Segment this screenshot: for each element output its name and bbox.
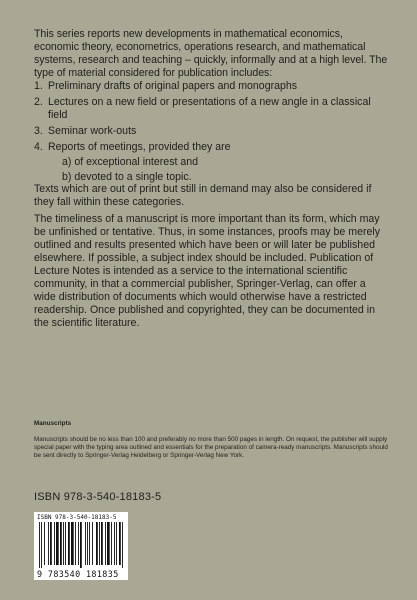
barcode-bar [44, 522, 45, 565]
list-text: Preliminary drafts of original papers and monographs [48, 80, 298, 92]
list-text: Reports of meetings, provided they are [48, 141, 231, 153]
barcode-bar [71, 522, 74, 565]
barcode-bar [48, 522, 49, 565]
barcode-bar [122, 522, 123, 568]
manuscripts-text: Manuscripts should be no less than 100 and preferably no more than 500 pages in length. On request, the publisher will supply special paper with the typing area outlined and essentials for the preparation of camera-ready manuscripts. Manuscripts should be sent directly to Springer-Verlag Heidelberg or Springer-Verlag New York. [34, 436, 388, 459]
barcode-bar [75, 522, 76, 565]
barcode-digits: 9 783540 181835 [37, 569, 119, 579]
barcode-bar [50, 522, 52, 565]
barcode-bar [96, 522, 98, 565]
list-item [34, 141, 390, 184]
barcode-bar [78, 522, 79, 565]
sub-list-text: of exceptional interest and [74, 156, 199, 168]
list-number: 1. [34, 80, 43, 92]
timeliness-paragraph: The timeliness of a manuscript is more important than its form, which may be unfinished or tentative. Thus, in some instances, proofs may be merely outlined and results presented which have been or will later be published elsewhere. If possible, a subject index should be included. Publication of Lecture Notes is intended as a service to the international scientific community, in that a commercial publisher, Springer-Verlag, can offer a wide distribution of documents which would otherwise have a restricted readership. Once published and copyrighted, they can be documented in the scientific literature. [34, 213, 381, 329]
sub-list [48, 156, 390, 184]
isbn-text: ISBN 978-3-540-18183-5 [34, 491, 162, 503]
barcode-bar [54, 522, 55, 565]
sub-list-label: a) [62, 156, 72, 168]
list-number: 2. [34, 96, 43, 108]
manuscripts-heading: Manuscripts [34, 420, 72, 427]
barcode-bar [101, 522, 103, 565]
barcode-bar [85, 522, 86, 565]
list-text: Seminar work-outs [48, 125, 137, 137]
material-list [34, 80, 390, 187]
list-item [34, 80, 390, 93]
list-item [34, 96, 390, 122]
barcode-bar [99, 522, 100, 565]
list-number: 4. [34, 141, 43, 153]
barcode-bar [87, 522, 88, 565]
barcode-bar [80, 522, 82, 568]
barcode-bar [116, 522, 117, 565]
barcode-bar [65, 522, 66, 565]
barcode-bars [37, 522, 125, 568]
barcode-isbn-label: ISBN 978-3-540-18183-5 [37, 514, 117, 521]
barcode-bar [41, 522, 42, 568]
barcode-bar [111, 522, 112, 565]
barcode-bar [89, 522, 90, 565]
barcode-bar [119, 522, 121, 565]
barcode-bar [60, 522, 62, 565]
sub-list-item [48, 156, 390, 169]
barcode-bar [39, 522, 40, 568]
barcode-bar [107, 522, 110, 565]
list-number: 3. [34, 125, 43, 137]
barcode-bar [68, 522, 70, 565]
barcode-bar [56, 522, 59, 565]
barcode [34, 512, 128, 580]
sub-list-label: b) [62, 171, 72, 183]
list-text: Lectures on a new field or presentations of a new angle in a classical field [48, 96, 371, 121]
barcode-bar [92, 522, 93, 565]
barcode-bar [105, 522, 106, 565]
sub-list-text: devoted to a single topic. [74, 171, 192, 183]
intro-paragraph: This series reports new developments in mathematical economics, economic theory, econometrics, operations research, and mathematical systems, research and teaching – quickly, informally and at a high level. The type of material considered for publication includes: [34, 28, 388, 79]
list-item [34, 125, 390, 138]
barcode-bar [114, 522, 115, 565]
barcode-bar [63, 522, 64, 565]
out-of-print-paragraph: Texts which are out of print but still in demand may also be considered if they fall within these categories. [34, 183, 372, 208]
